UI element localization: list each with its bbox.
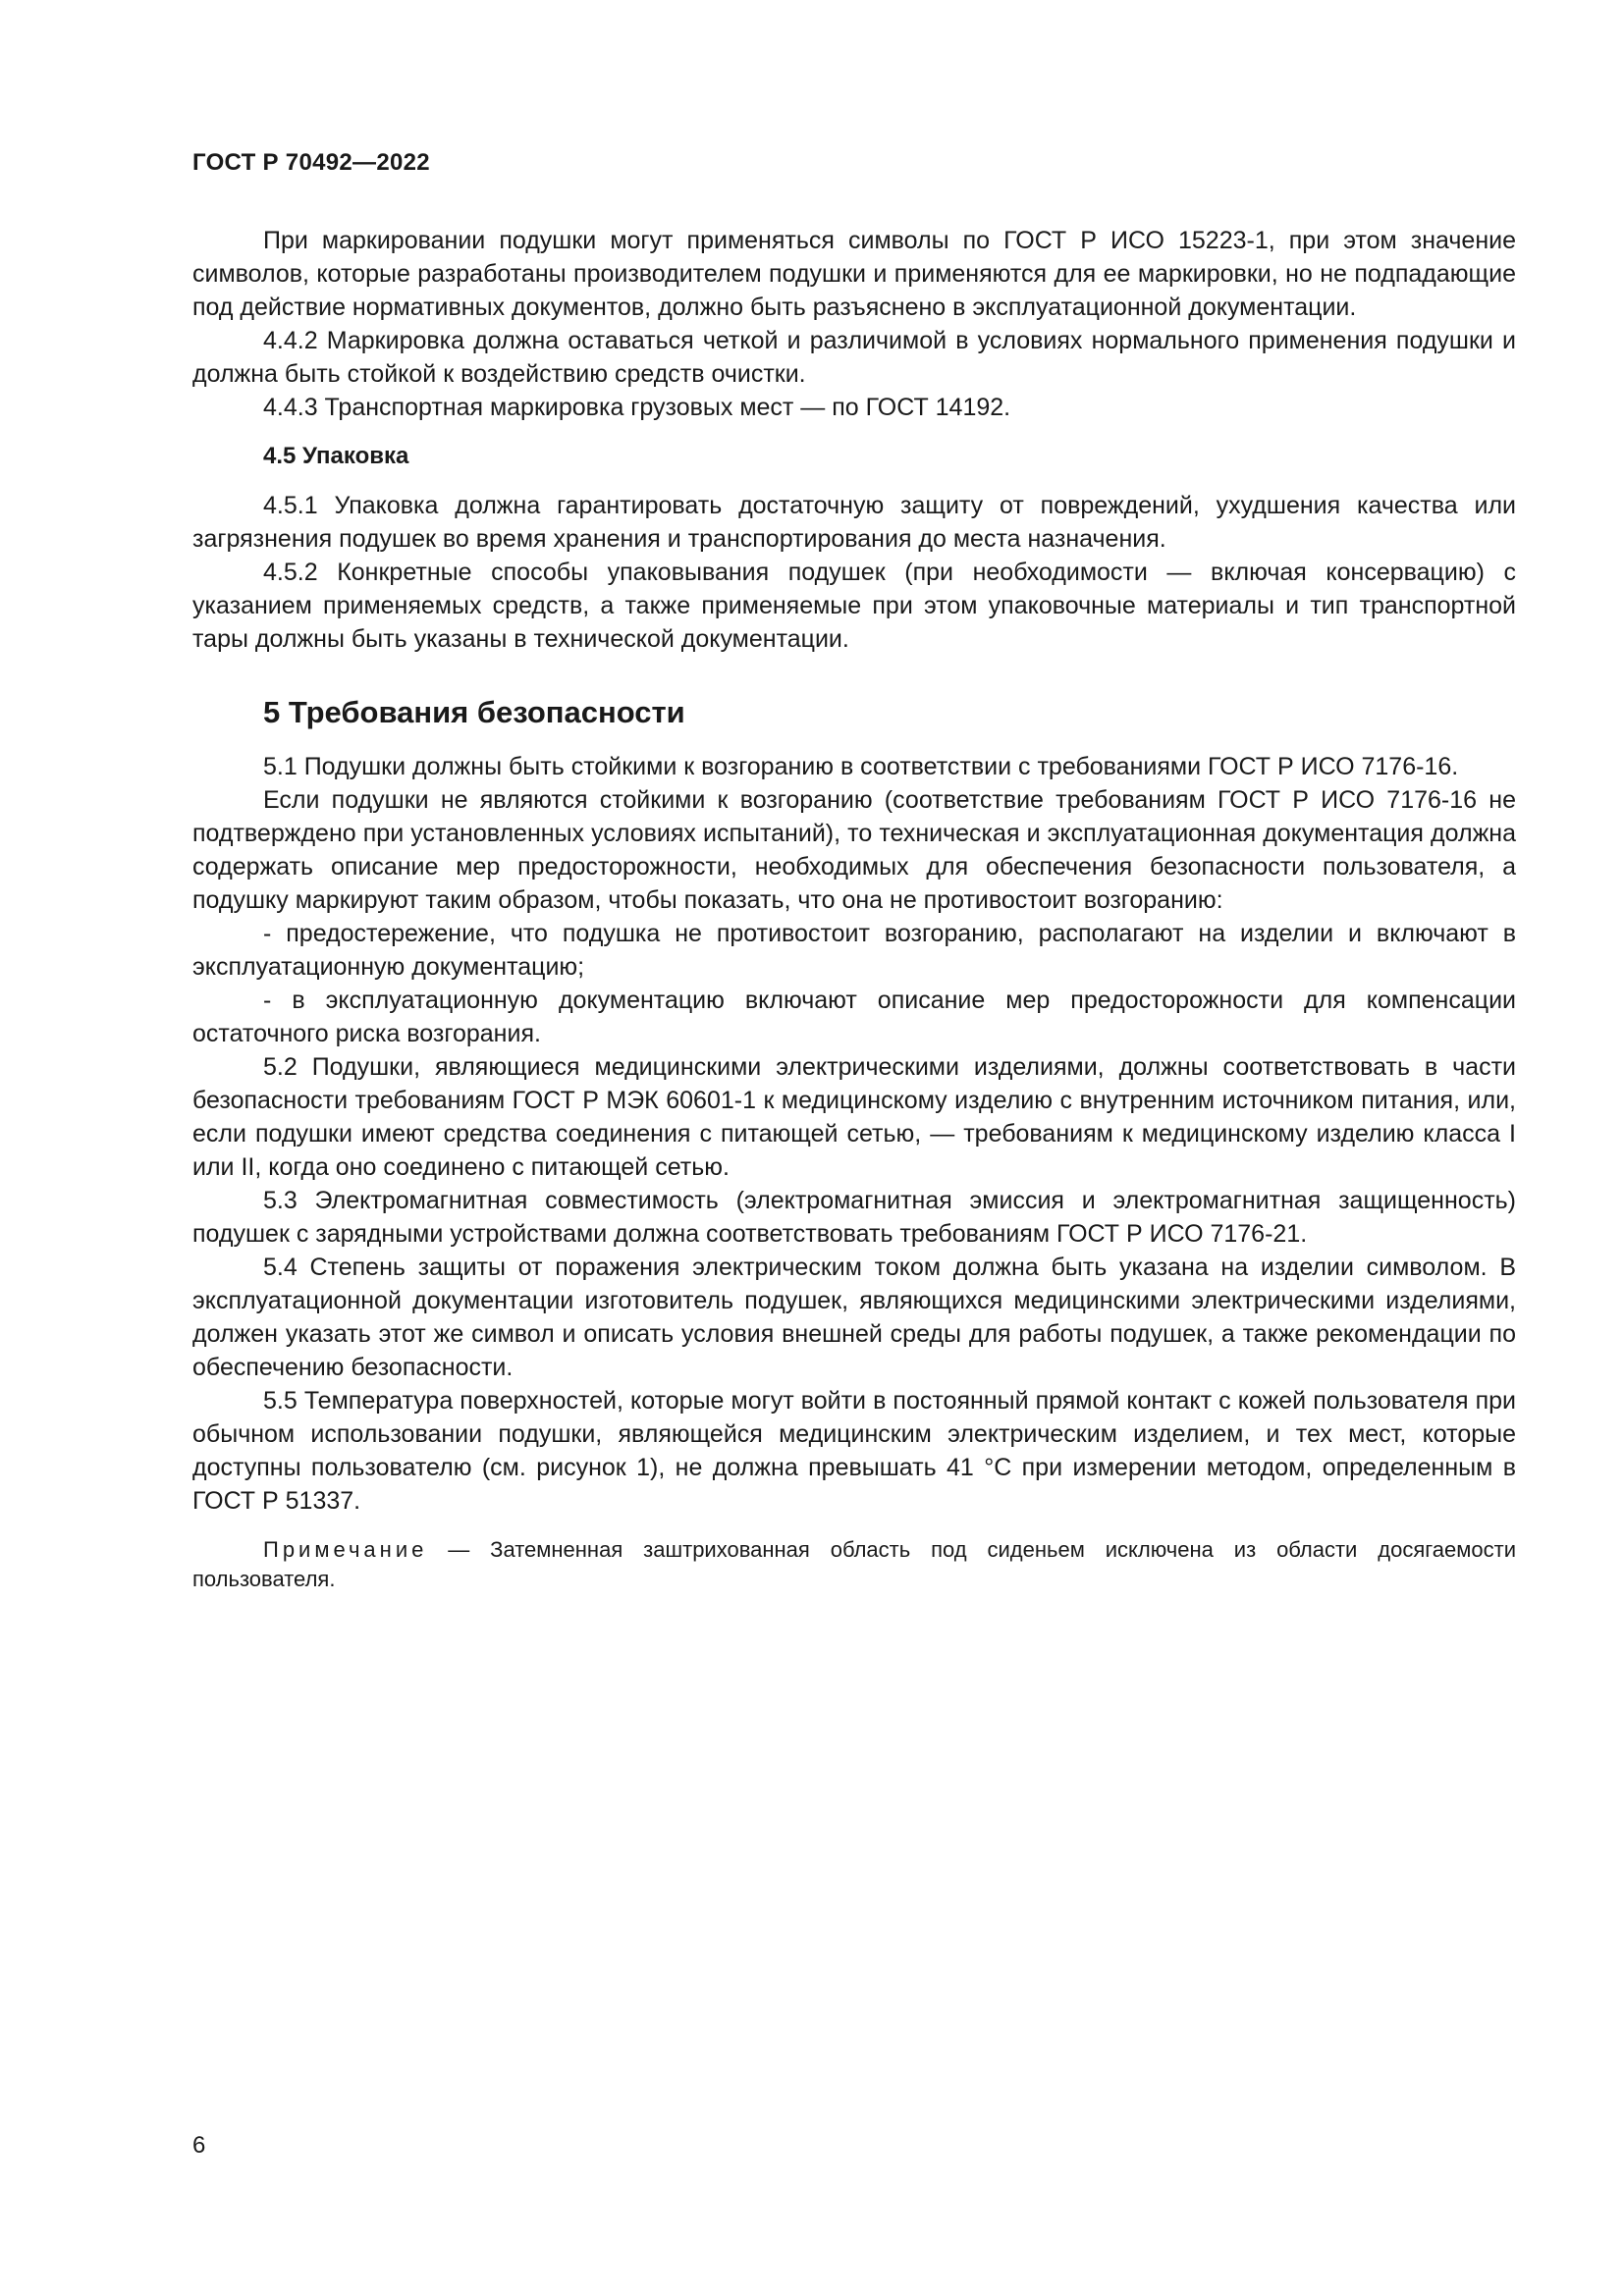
note-text: — Затемненная заштрихованная область под сиденьем исключена из области досягаемости пользователя. <box>192 1537 1516 1591</box>
list-item-warning: - предостережение, что подушка не противостоит возгоранию, располагают на изделии и включают в эксплуатационную документацию; <box>192 920 1516 981</box>
paragraph-4-5-1: 4.5.1 Упаковка должна гарантировать достаточную защиту от повреждений, ухудшения качества или загрязнения подушек во время хранения и транспортирования до места назначения. <box>192 492 1516 553</box>
paragraph-5-2: 5.2 Подушки, являющиеся медицинскими электрическими изделиями, должны соответствовать в части безопасности требованиям ГОСТ Р МЭК 60601-1 к медицинскому изделию с внутренним источником питания, или, если подушки имеют средства соединения с питающей сетью, — требованиям к медицинскому изделию класса I или II, когда оно соединено с питающей сетью. <box>192 1053 1516 1181</box>
paragraph-5-5: 5.5 Температура поверхностей, которые могут войти в постоянный прямой контакт с кожей пользователя при обычном использовании подушки, являющейся медицинским электрическим изделием, и тех мест, которые доступны пользователю (см. рисунок 1), не должна превышать 41 °С при измерении методом, определенным в ГОСТ Р 51337. <box>192 1387 1516 1515</box>
list-item-documentation: - в эксплуатационную документацию включают описание мер предосторожности для компенсации остаточного риска возгорания. <box>192 987 1516 1047</box>
section-title-5: 5 Требования безопасности <box>263 695 685 729</box>
paragraph-4-4-1: При маркировании подушки могут применяться символы по ГОСТ Р ИСО 15223-1, при этом значение символов, которые разработаны производителем подушки и применяются для ее маркировки, но не подпадающие под действие нормативных документов, должно быть разъяснено в эксплуатационной документации. <box>192 227 1516 321</box>
paragraph-5-4: 5.4 Степень защиты от поражения электрическим током должна быть указана на изделии символом. В эксплуатационной документации изготовитель подушек, являющихся медицинскими электрическими изделиями, должен указать этот же символ и описать условия внешней среды для работы подушек, а также рекомендации по обеспечению безопасности. <box>192 1254 1516 1381</box>
paragraph-4-4-2: 4.4.2 Маркировка должна оставаться четкой и различимой в условиях нормального применения подушки и должна быть стойкой к воздействию средств очистки. <box>192 327 1516 388</box>
note-label: Примечание <box>263 1537 428 1562</box>
page-number: 6 <box>192 2132 206 2159</box>
document-body <box>192 224 1516 1594</box>
paragraph-5-3: 5.3 Электромагнитная совместимость (электромагнитная эмиссия и электромагнитная защищенность) подушек с зарядными устройствами должна соответствовать требованиям ГОСТ Р ИСО 7176-21. <box>192 1187 1516 1248</box>
paragraph-4-4-3: 4.4.3 Транспортная маркировка грузовых мест — по ГОСТ 14192. <box>263 394 1011 421</box>
paragraph-5-1: 5.1 Подушки должны быть стойкими к возгоранию в соответствии с требованиями ГОСТ Р ИСО 7176-16. <box>263 753 1459 780</box>
document-header: ГОСТ Р 70492—2022 <box>192 149 430 176</box>
paragraph-5-1-cont: Если подушки не являются стойкими к возгоранию (соответствие требованиям ГОСТ Р ИСО 7176-16 не подтверждено при установленных условиях испытаний), то техническая и эксплуатационная документация должна содержать описание мер предосторожности, необходимых для обеспечения безопасности пользователя, а подушку маркируют таким образом, чтобы показать, что она не противостоит возгоранию: <box>192 786 1516 914</box>
paragraph-4-5-2: 4.5.2 Конкретные способы упаковывания подушек (при необходимости — включая консервацию) с указанием применяемых средств, а также применяемые при этом упаковочные материалы и тип транспортной тары должны быть указаны в технической документации. <box>192 559 1516 653</box>
note <box>192 1535 1516 1594</box>
subsection-title-4-5: 4.5 Упаковка <box>263 443 409 469</box>
